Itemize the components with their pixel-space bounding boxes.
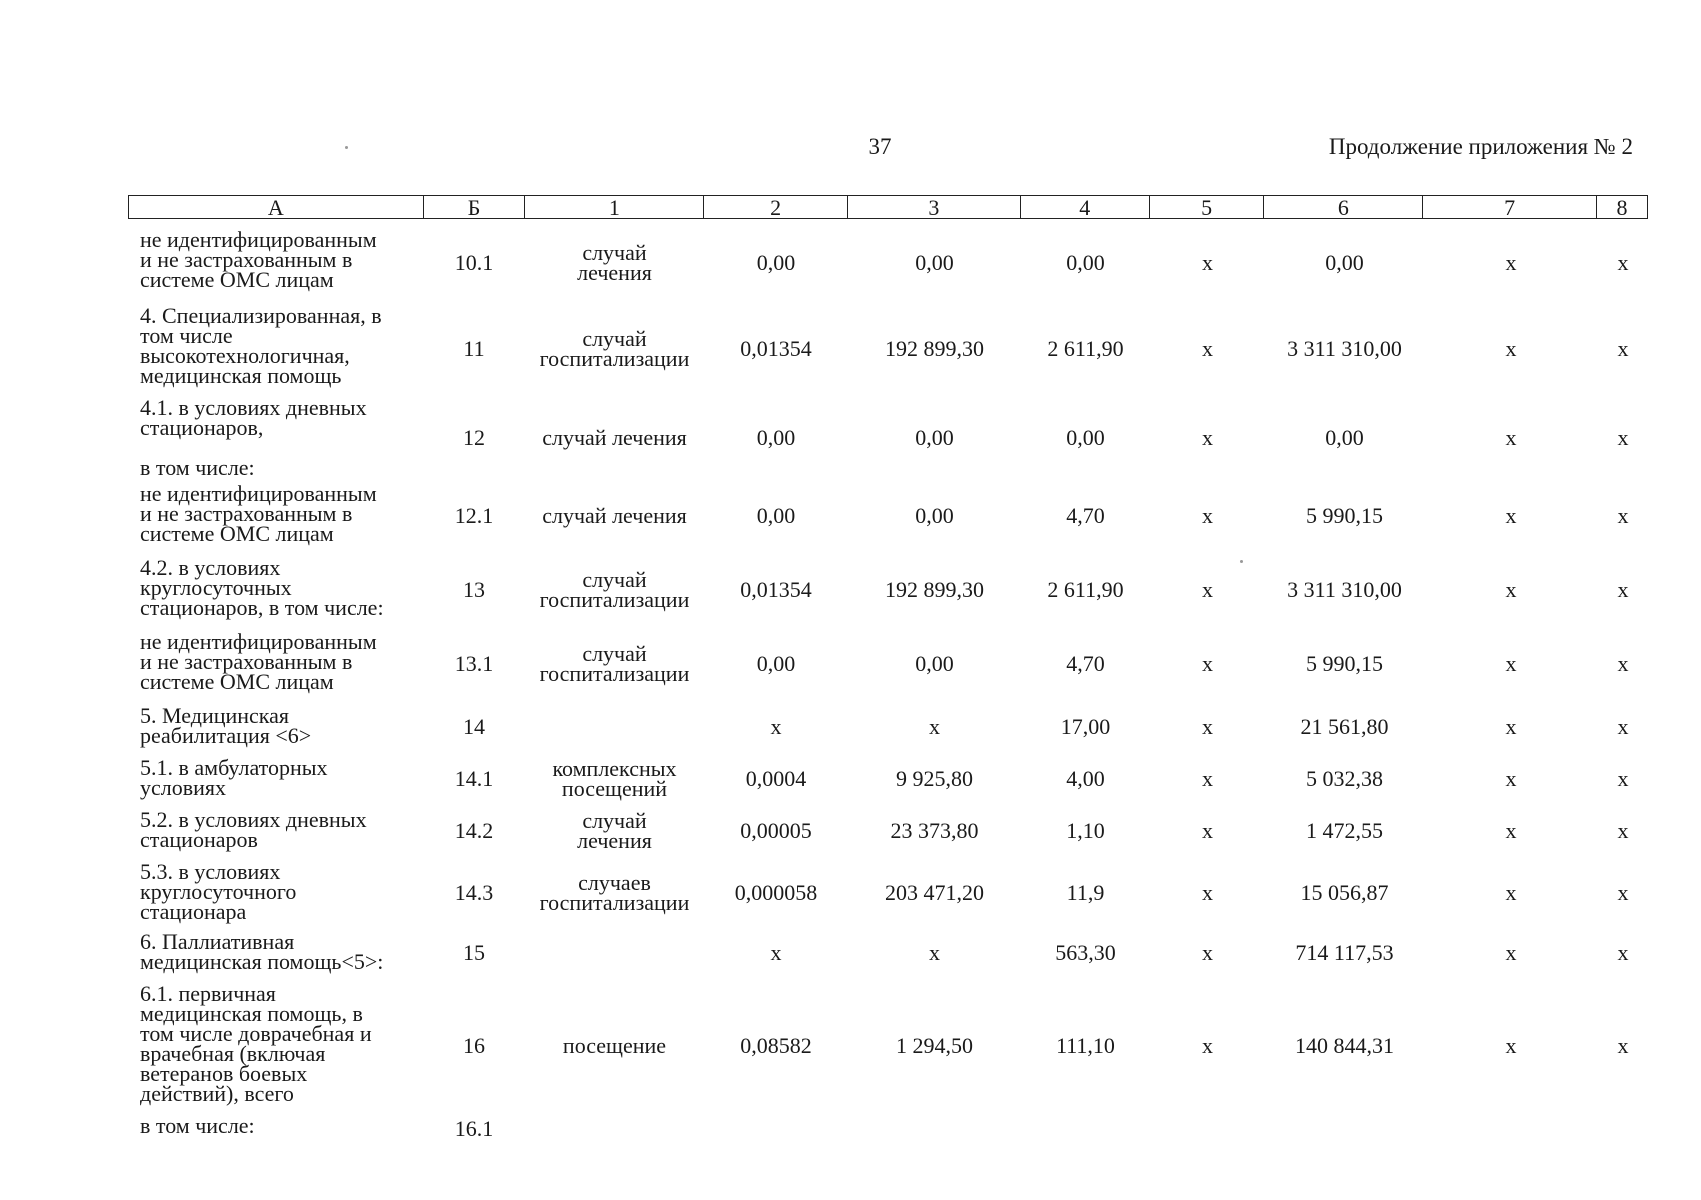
cell-col-4 <box>1021 230 1150 296</box>
cell-col-8 <box>1598 932 1648 974</box>
cell-col-2-text: 0,01354 <box>740 577 812 602</box>
column-header-a: А <box>129 196 424 218</box>
cell-col-3-text: х <box>929 714 940 739</box>
cell-col-4 <box>1021 1116 1150 1142</box>
cell-col-8-text: х <box>1617 336 1629 361</box>
cell-col-8 <box>1598 706 1648 748</box>
cell-col-3 <box>848 230 1021 296</box>
cell-col-8 <box>1598 862 1648 924</box>
cell-col-4 <box>1021 558 1150 622</box>
cell-col-5 <box>1150 984 1265 1108</box>
cell-unit <box>525 810 704 852</box>
cell-col-3-text: 192 899,30 <box>885 336 984 361</box>
cell-col-2-text: 0,00 <box>756 425 796 450</box>
column-header-5: 5 <box>1150 196 1265 218</box>
page-number: 37 <box>868 134 892 159</box>
indicator-name-text: не идентифицированным и не застрахованным в системе ОМС лицам <box>140 629 377 694</box>
cell-unit <box>525 484 704 548</box>
indicator-name-text: не идентифицированным и не застрахованным в системе ОМС лицам <box>140 481 377 546</box>
cell-unit <box>525 632 704 696</box>
cell-indicator-name <box>128 703 423 748</box>
cell-col-5 <box>1150 810 1265 852</box>
cell-row-code-text: 12.1 <box>454 503 494 528</box>
cell-col-3-text: 192 899,30 <box>885 577 984 602</box>
indicator-name-text: 5.3. в условиях круглосуточного стационара <box>140 859 297 924</box>
column-header-1: 1 <box>525 196 704 218</box>
cell-col-6 <box>1265 230 1424 296</box>
cell-col-8 <box>1598 306 1648 392</box>
cell-unit <box>525 1116 704 1142</box>
indicator-name-text: 4.2. в условиях круглосуточных стационаров, в том числе: <box>140 555 384 620</box>
cell-col-2 <box>704 558 848 622</box>
cell-col-4-text: 11,9 <box>1066 880 1105 905</box>
cell-col-8 <box>1598 558 1648 622</box>
cell-row-code <box>423 984 525 1108</box>
column-header-3: 3 <box>848 196 1021 218</box>
cell-col-7 <box>1424 862 1598 924</box>
cell-col-3 <box>848 706 1021 748</box>
cell-col-8-text: х <box>1617 577 1629 602</box>
cell-col-6 <box>1265 558 1424 622</box>
cell-col-4 <box>1021 484 1150 548</box>
cell-row-code-text: 10.1 <box>454 250 494 275</box>
cell-col-2 <box>704 862 848 924</box>
cell-col-7-text: х <box>1505 336 1517 361</box>
cell-col-2-text: 0,01354 <box>740 336 812 361</box>
cell-unit-text: посещение <box>562 1033 667 1058</box>
cell-col-2-text: 0,00 <box>756 250 796 275</box>
cell-indicator-name <box>128 481 423 548</box>
cell-col-8 <box>1598 984 1648 1108</box>
cell-row-code <box>423 558 525 622</box>
cell-col-2-text: 0,00 <box>756 503 796 528</box>
cell-col-6-text: 140 844,31 <box>1295 1033 1394 1058</box>
cell-row-code-text: 14.3 <box>454 880 494 905</box>
cell-col-5-text: х <box>1202 714 1213 739</box>
cell-unit <box>525 306 704 392</box>
cell-col-2-text: 0,08582 <box>740 1033 812 1058</box>
cell-indicator-name <box>128 755 423 800</box>
cell-indicator-name <box>128 395 423 480</box>
cell-indicator-name <box>128 807 423 852</box>
cell-col-6 <box>1265 758 1424 800</box>
cell-col-7-text: х <box>1505 940 1517 965</box>
cell-col-2 <box>704 932 848 974</box>
cell-col-5-text: х <box>1202 880 1213 905</box>
cell-row-code <box>423 398 525 478</box>
column-header-7: 7 <box>1423 196 1597 218</box>
cell-col-8-text: х <box>1617 651 1629 676</box>
cell-col-7 <box>1424 706 1598 748</box>
cell-col-6-text: 5 990,15 <box>1306 503 1383 528</box>
cell-col-4-text: 111,10 <box>1056 1033 1115 1058</box>
cell-col-3 <box>848 758 1021 800</box>
cell-col-2 <box>704 632 848 696</box>
cell-col-8-text: х <box>1617 880 1629 905</box>
cell-col-6-text: 3 311 310,00 <box>1287 577 1402 602</box>
cell-col-5 <box>1150 306 1265 392</box>
cell-col-7-text: х <box>1505 425 1517 450</box>
cell-col-8-text: х <box>1617 766 1629 791</box>
scan-speck <box>345 146 348 149</box>
cell-col-6 <box>1265 398 1424 478</box>
table-row <box>128 303 1648 392</box>
cell-col-7-text: х <box>1505 880 1517 905</box>
cell-col-5-text: х <box>1202 577 1213 602</box>
cell-col-6-text: 0,00 <box>1325 425 1364 450</box>
cell-unit-text: случай госпитализации <box>539 641 690 686</box>
cell-unit <box>525 862 704 924</box>
cell-col-5-text: х <box>1202 940 1213 965</box>
cell-unit <box>525 230 704 296</box>
cell-row-code-text: 14.2 <box>454 818 494 843</box>
cell-col-8-text: х <box>1617 1033 1629 1058</box>
cell-col-3 <box>848 984 1021 1108</box>
cell-unit <box>525 558 704 622</box>
column-header-row <box>128 195 1648 219</box>
cell-col-8-text: х <box>1617 425 1629 450</box>
cell-col-5-text: х <box>1202 250 1213 275</box>
cell-col-4 <box>1021 398 1150 478</box>
cell-row-code-text: 11 <box>463 336 485 361</box>
appendix-continuation-note: Продолжение приложения № 2 <box>1328 134 1633 159</box>
cell-col-8 <box>1598 632 1648 696</box>
cell-col-5-text: х <box>1202 766 1213 791</box>
cell-col-2-text: 0,000058 <box>734 880 818 905</box>
cell-unit-text: случай госпитализации <box>539 326 690 371</box>
table-row <box>128 807 1648 853</box>
indicator-name-text: 4.1. в условиях дневных стационаров, <box>140 395 367 440</box>
cell-col-2-text: х <box>770 714 782 739</box>
cell-col-4 <box>1021 706 1150 748</box>
table-row <box>128 981 1648 1108</box>
cell-col-8 <box>1598 230 1648 296</box>
cell-col-5 <box>1150 862 1265 924</box>
cell-col-5-text: х <box>1202 336 1213 361</box>
cell-col-6-text: 5 990,15 <box>1306 651 1383 676</box>
cell-col-7 <box>1424 306 1598 392</box>
cell-col-2-text: 0,00 <box>756 651 796 676</box>
cell-col-7 <box>1424 984 1598 1108</box>
table-row <box>128 859 1648 924</box>
column-header-b: Б <box>424 196 526 218</box>
cell-row-code <box>423 706 525 748</box>
cell-col-2-text: 0,00005 <box>740 818 812 843</box>
cell-col-3 <box>848 398 1021 478</box>
cell-col-7-text: х <box>1505 766 1517 791</box>
cell-col-3-text: 23 373,80 <box>890 818 979 843</box>
indicator-name-text: 5. Медицинская реабилитация <6> <box>140 703 312 748</box>
cell-col-6-text: 15 056,87 <box>1300 880 1389 905</box>
cell-row-code-text: 13 <box>463 577 485 602</box>
cell-col-7 <box>1424 230 1598 296</box>
cell-col-7 <box>1424 932 1598 974</box>
table-row <box>128 755 1648 801</box>
cell-row-code <box>423 306 525 392</box>
column-header-4: 4 <box>1021 196 1150 218</box>
cell-col-3-text: 203 471,20 <box>885 880 984 905</box>
cell-col-8-text: х <box>1617 818 1629 843</box>
cell-col-3 <box>848 306 1021 392</box>
cell-col-4-text: 4,70 <box>1066 651 1105 676</box>
cell-col-6-text: 1 472,55 <box>1306 818 1383 843</box>
cell-row-code-text: 15 <box>463 940 485 965</box>
cell-col-4-text: 2 611,90 <box>1047 577 1124 602</box>
table-row <box>128 629 1648 696</box>
cell-col-3 <box>848 932 1021 974</box>
cell-col-4 <box>1021 810 1150 852</box>
scan-speck <box>1240 560 1243 563</box>
cell-col-4-text: 4,70 <box>1066 503 1105 528</box>
cell-indicator-name <box>128 555 423 622</box>
cell-row-code <box>423 810 525 852</box>
cell-col-7-text: х <box>1505 714 1517 739</box>
cell-row-code-text: 13.1 <box>454 651 494 676</box>
cell-col-7-text: х <box>1505 651 1517 676</box>
cell-row-code <box>423 1116 525 1142</box>
cell-unit <box>525 398 704 478</box>
cell-col-7-text: х <box>1505 250 1517 275</box>
cell-col-5-text: х <box>1202 425 1213 450</box>
cell-col-2 <box>704 1116 848 1142</box>
cell-col-7-text: х <box>1505 577 1517 602</box>
cell-col-7 <box>1424 484 1598 548</box>
cell-col-4 <box>1021 862 1150 924</box>
cell-col-4-text: 17,00 <box>1060 714 1111 739</box>
cell-col-4-text: 563,30 <box>1055 940 1116 965</box>
cell-col-3-text: 0,00 <box>915 425 954 450</box>
cell-col-2 <box>704 230 848 296</box>
cell-col-2 <box>704 306 848 392</box>
cell-unit <box>525 706 704 748</box>
cell-col-3-text: 0,00 <box>915 651 954 676</box>
cell-col-8-text: х <box>1617 250 1629 275</box>
cell-col-3-text: 1 294,50 <box>896 1033 973 1058</box>
cell-row-code <box>423 484 525 548</box>
cell-col-8-text: х <box>1617 503 1629 528</box>
cell-indicator-name <box>128 929 423 974</box>
table-row <box>128 703 1648 748</box>
cell-col-4 <box>1021 984 1150 1108</box>
indicator-name-tail: в том числе: <box>140 455 255 480</box>
cell-col-8 <box>1598 1116 1648 1142</box>
cell-row-code <box>423 632 525 696</box>
cell-col-3-text: х <box>929 940 940 965</box>
cell-col-3 <box>848 558 1021 622</box>
column-header-8: 8 <box>1616 194 1628 220</box>
cell-col-4 <box>1021 932 1150 974</box>
indicator-name-text: 6. Паллиативная медицинская помощь<5>: <box>140 929 384 974</box>
cell-col-7 <box>1424 758 1598 800</box>
cell-col-2-text: 0,0004 <box>745 766 807 791</box>
cell-row-code-text: 14.1 <box>454 766 494 791</box>
cell-col-6-text: 714 117,53 <box>1295 940 1394 965</box>
cell-row-code-text: 14 <box>463 714 485 739</box>
cell-col-5-text: х <box>1202 503 1213 528</box>
cell-col-2 <box>704 984 848 1108</box>
cell-col-7-text: х <box>1505 818 1517 843</box>
cell-col-3-text: 9 925,80 <box>896 766 973 791</box>
cell-col-6-text: 0,00 <box>1325 250 1364 275</box>
column-header-6: 6 <box>1264 196 1423 218</box>
cell-unit <box>525 984 704 1108</box>
cell-col-5 <box>1150 1116 1265 1142</box>
cell-unit-text: случай лечения <box>577 808 652 853</box>
cell-col-5 <box>1150 706 1265 748</box>
cell-col-4-text: 2 611,90 <box>1047 336 1124 361</box>
table-row <box>128 395 1648 480</box>
cell-col-4-text: 4,00 <box>1066 766 1105 791</box>
cell-row-code <box>423 932 525 974</box>
cell-col-6-text: 3 311 310,00 <box>1287 336 1402 361</box>
cell-col-2-text: х <box>770 940 782 965</box>
cell-col-2 <box>704 484 848 548</box>
cell-indicator-name <box>128 981 423 1108</box>
cell-row-code-text: 16.1 <box>454 1116 494 1141</box>
column-header-2: 2 <box>704 196 848 218</box>
cell-col-6 <box>1265 632 1424 696</box>
table-row <box>128 555 1648 622</box>
cell-indicator-name <box>128 629 423 696</box>
cell-col-5-text: х <box>1202 818 1213 843</box>
cell-col-7-text: х <box>1505 1033 1517 1058</box>
indicator-name-text: в том числе: <box>140 1113 255 1138</box>
cell-col-2 <box>704 810 848 852</box>
cell-col-4 <box>1021 758 1150 800</box>
cell-unit-text: случаев госпитализации <box>539 870 690 915</box>
cell-col-8 <box>1598 810 1648 852</box>
cell-col-4-text: 0,00 <box>1066 425 1105 450</box>
cell-col-6 <box>1265 306 1424 392</box>
indicator-name-text: 6.1. первичная медицинская помощь, в том числе доврачебная и врачебная (включая ветеранов боевых действий), всего <box>140 981 372 1106</box>
cell-row-code <box>423 862 525 924</box>
cell-col-3-text: 0,00 <box>915 250 954 275</box>
cell-col-7 <box>1424 810 1598 852</box>
cell-col-6 <box>1265 862 1424 924</box>
cell-col-4-text: 0,00 <box>1066 250 1105 275</box>
cell-col-3 <box>848 862 1021 924</box>
cell-row-code-text: 12 <box>463 425 485 450</box>
cell-col-6 <box>1265 810 1424 852</box>
cell-col-8-text: х <box>1617 714 1629 739</box>
indicator-name-text: 5.1. в амбулаторных условиях <box>140 755 328 800</box>
cell-col-3 <box>848 484 1021 548</box>
cell-col-8 <box>1598 484 1648 548</box>
cell-col-5 <box>1150 230 1265 296</box>
cell-col-7 <box>1424 1116 1598 1142</box>
indicator-name-text: 5.2. в условиях дневных стационаров <box>140 807 367 852</box>
cell-row-code-text: 16 <box>463 1033 485 1058</box>
cell-col-5 <box>1150 632 1265 696</box>
cell-col-2 <box>704 706 848 748</box>
cell-col-5 <box>1150 932 1265 974</box>
cell-col-7 <box>1424 558 1598 622</box>
cell-col-7 <box>1424 398 1598 478</box>
cell-col-6-text: 5 032,38 <box>1306 766 1383 791</box>
cell-col-7-text: х <box>1505 503 1517 528</box>
cell-col-3-text: 0,00 <box>915 503 954 528</box>
cell-col-5 <box>1150 398 1265 478</box>
cell-col-3 <box>848 810 1021 852</box>
cell-row-code <box>423 758 525 800</box>
cell-col-5-text: х <box>1202 1033 1213 1058</box>
indicator-name-text: 4. Специализированная, в том числе высокотехнологичная, медицинская помощь <box>140 303 382 388</box>
cell-col-6 <box>1265 706 1424 748</box>
cell-unit <box>525 758 704 800</box>
cell-col-5-text: х <box>1202 651 1213 676</box>
cell-indicator-name <box>128 227 423 296</box>
cell-col-4-text: 1,10 <box>1066 818 1105 843</box>
cell-col-8 <box>1598 758 1648 800</box>
cell-row-code <box>423 230 525 296</box>
cell-col-3 <box>848 632 1021 696</box>
cell-indicator-name <box>128 1113 423 1142</box>
table-row <box>128 481 1648 548</box>
cell-unit-text: случай лечения <box>542 503 687 528</box>
cell-unit-text: случай лечения <box>577 240 652 285</box>
cell-col-2 <box>704 758 848 800</box>
table-row <box>128 227 1648 296</box>
table-row <box>128 1113 1648 1142</box>
cell-col-6 <box>1265 984 1424 1108</box>
cell-col-8-text: х <box>1617 940 1629 965</box>
cell-unit-text: случай госпитализации <box>539 567 690 612</box>
cell-col-5 <box>1150 558 1265 622</box>
cell-col-2 <box>704 398 848 478</box>
cell-col-3 <box>848 1116 1021 1142</box>
cell-col-6 <box>1265 1116 1424 1142</box>
cell-col-8 <box>1598 398 1648 478</box>
cell-col-6 <box>1265 484 1424 548</box>
cell-col-5 <box>1150 758 1265 800</box>
cell-unit <box>525 932 704 974</box>
indicator-name-text: не идентифицированным и не застрахованным в системе ОМС лицам <box>140 227 377 292</box>
cell-unit-text: случай лечения <box>542 425 687 450</box>
cell-col-4 <box>1021 306 1150 392</box>
cell-col-4 <box>1021 632 1150 696</box>
cell-indicator-name <box>128 859 423 924</box>
cell-indicator-name <box>128 303 423 392</box>
cell-col-6-text: 21 561,80 <box>1300 714 1389 739</box>
cell-col-6 <box>1265 932 1424 974</box>
table-row <box>128 929 1648 974</box>
cell-col-5 <box>1150 484 1265 548</box>
cell-unit-text: комплексных посещений <box>552 756 677 801</box>
cell-col-7 <box>1424 632 1598 696</box>
